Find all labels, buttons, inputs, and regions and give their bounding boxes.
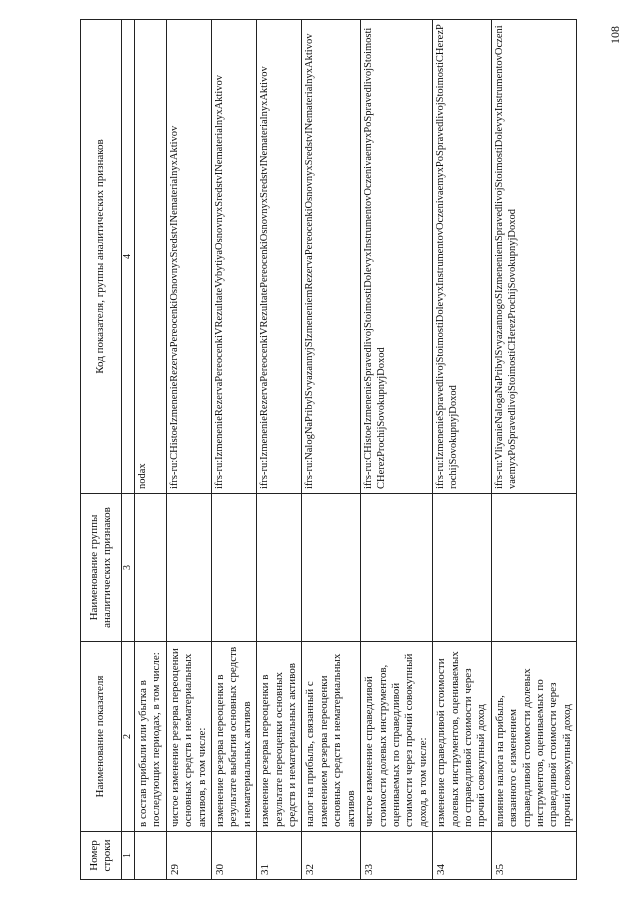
indicator-code: nodax bbox=[135, 20, 167, 494]
row-number bbox=[135, 832, 167, 880]
group-name bbox=[166, 494, 211, 642]
table-row bbox=[212, 20, 257, 880]
indicator-code: ifrs-ru:NalogNaPribylSvyazannyjSIzmeneniemRezervaPereocenkiOsnovnyxSredstvINematerialnyxAktivov bbox=[302, 20, 361, 494]
group-name bbox=[135, 494, 167, 642]
column-number-row bbox=[122, 20, 135, 880]
page-number: 108 bbox=[608, 26, 622, 44]
indicator-name: чистое изменение справедливой стоимости долевых инструментов, оцениваемых по справедливой стоимости через прочий совокупный доход, в том числе: bbox=[361, 642, 433, 832]
group-name bbox=[433, 494, 492, 642]
rotated-table-container bbox=[80, 20, 580, 880]
header-code: Код показателя, группы аналитических признаков bbox=[81, 20, 122, 494]
indicator-name: влияние налога на прибыль, связанного с изменением справедливой стоимости долевых инструментов, оцениваемых по справедливой стоимости через прочий совокупный доход bbox=[491, 642, 576, 832]
header-group-name: Наименование группы аналитических признаков bbox=[81, 494, 122, 642]
indicator-code: ifrs-ru:IzmenenieSpravedlivojStoimostiDolevyxInstrumentovOczenivaemyxPoSpravedlivojStoimostiCHerezProchijSovokupnyjDoxod bbox=[433, 20, 492, 494]
header-indicator-name: Наименование показателя bbox=[81, 642, 122, 832]
indicator-name: изменение резерва переоценки в результате переоценки основных средств и нематериальных активов bbox=[257, 642, 302, 832]
group-name bbox=[212, 494, 257, 642]
indicator-code: ifrs-ru:VliyanieNalogaNaPribylSvyazannogoSIzmeneniemSpravedlivojStoimostiDolevyxInstrumentovOczenivaemyxPoSpravedlivojStoimostiCHerezProchijSovokupnyjDoxod bbox=[491, 20, 576, 494]
row-number: 29 bbox=[166, 832, 211, 880]
column-number: 1 bbox=[122, 832, 135, 880]
header-row bbox=[81, 20, 122, 880]
row-number: 30 bbox=[212, 832, 257, 880]
table-row bbox=[135, 20, 167, 880]
table-body bbox=[135, 20, 577, 880]
indicator-code: ifrs-ru:CHistoeIzmenenieSpravedlivojStoimostiDolevyxInstrumentovOczenivaemyxPoSpravedlivojStoimostiCHerezProchijSovokupnyjDoxod bbox=[361, 20, 433, 494]
column-number: 4 bbox=[122, 20, 135, 494]
group-name bbox=[361, 494, 433, 642]
indicator-code: ifrs-ru:CHistoeIzmenenieRezervaPereocenkiOsnovnyxSredstvINematerialnyxAktivov bbox=[166, 20, 211, 494]
table-row bbox=[257, 20, 302, 880]
indicator-name: чистое изменение резерва переоценки основных средств и нематериальных активов, в том числе: bbox=[166, 642, 211, 832]
row-number: 33 bbox=[361, 832, 433, 880]
row-number: 35 bbox=[491, 832, 576, 880]
column-number: 3 bbox=[122, 494, 135, 642]
table-row bbox=[361, 20, 433, 880]
indicator-name: в состав прибыли или убытка в последующих периодах, в том числе: bbox=[135, 642, 167, 832]
header-row-number: Номер строки bbox=[81, 832, 122, 880]
group-name bbox=[302, 494, 361, 642]
table-row bbox=[166, 20, 211, 880]
indicator-name: изменение резерва переоценки в результате выбытия основных средств и нематериальных активов bbox=[212, 642, 257, 832]
indicator-code: ifrs-ru:IzmenenieRezervaPereocenkiVRezultatePereocenkiOsnovnyxSredstvINematerialnyxAktivov bbox=[257, 20, 302, 494]
indicator-table bbox=[80, 19, 577, 880]
group-name bbox=[257, 494, 302, 642]
row-number: 34 bbox=[433, 832, 492, 880]
row-number: 32 bbox=[302, 832, 361, 880]
table-row bbox=[433, 20, 492, 880]
column-number: 2 bbox=[122, 642, 135, 832]
indicator-name: налог на прибыль, связанный с изменением резерва переоценки основных средств и нематериальных активов bbox=[302, 642, 361, 832]
indicator-name: изменение справедливой стоимости долевых инструментов, оцениваемых по справедливой стоимости через прочий совокупный доход bbox=[433, 642, 492, 832]
row-number: 31 bbox=[257, 832, 302, 880]
group-name bbox=[491, 494, 576, 642]
table-row bbox=[302, 20, 361, 880]
indicator-code: ifrs-ru:IzmenenieRezervaPereocenkiVRezultateVybytiyaOsnovnyxSredstvINematerialnyxAktivov bbox=[212, 20, 257, 494]
table-row bbox=[491, 20, 576, 880]
